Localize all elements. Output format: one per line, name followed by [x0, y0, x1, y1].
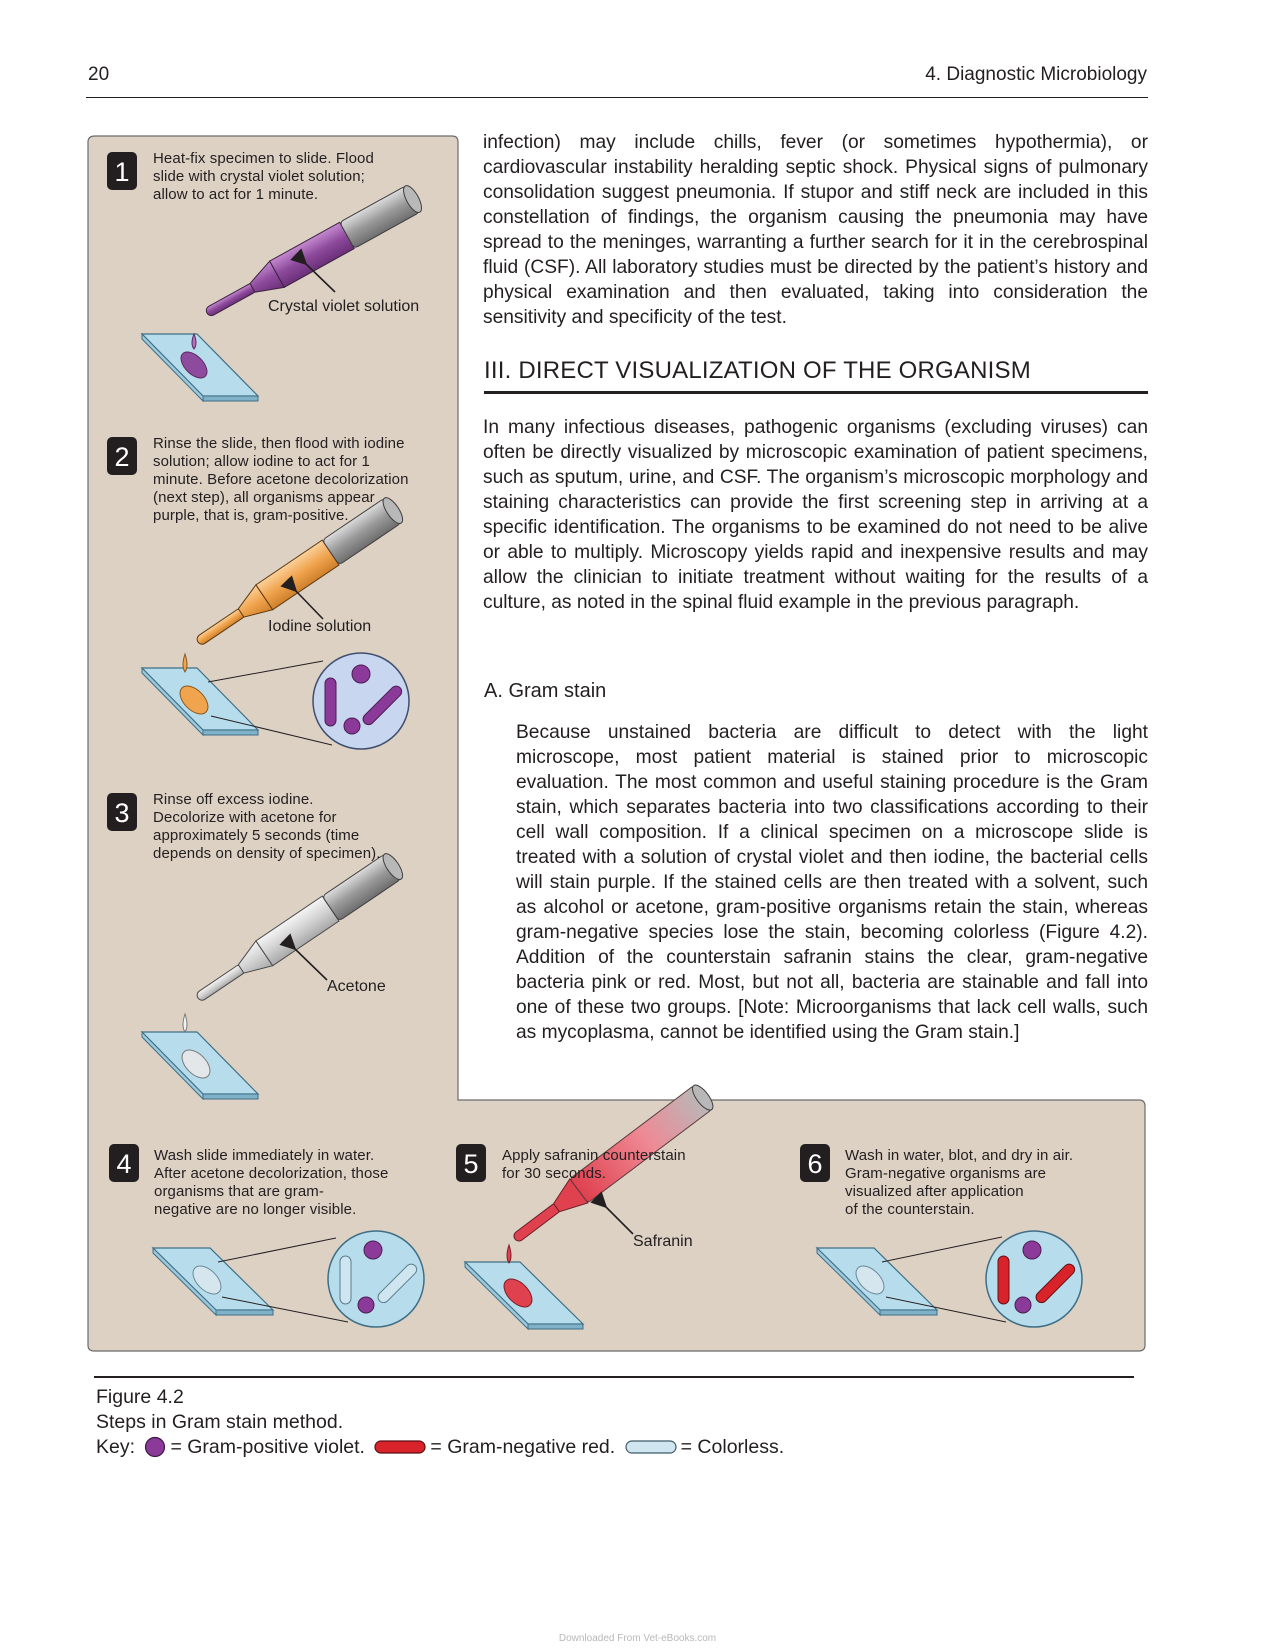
- gram-stain-paragraph: Because unstained bacteria are difficult to detect with the light microscope, most patient material is stained prior to microscopic evaluation. The most common and useful staining procedure is the Gram stain, which separates bacteria into two classifications according to their cell wall composition. If a clinical specimen on a microscope slide is treated with a solution of crystal violet and then iodine, the bacterial cells will stain purple. If the stained cells are then treated with a solvent, such as alcohol or acetone, gram-positive organisms retain the stain, whereas gram-negative species lose the stain, becoming colorless (Figure 4.2). Addition of the counterstain safranin stains the clear, gram-negative bacteria pink or red. Most, but not all, bacteria are stainable and fall into one of these two groups. [Note: Microorganisms that lack cell walls, such as mycoplasma, cannot be identified using the Gram stain.]: [516, 722, 1148, 1043]
- step-2-line: (next step), all organisms appear: [153, 489, 375, 506]
- step-6-label: [845, 1147, 1073, 1219]
- step-4-number: 4: [116, 1149, 132, 1179]
- microscope-view-step-2: [313, 653, 409, 749]
- step-3-number: 3: [114, 798, 130, 828]
- step-5-line: for 30 seconds.: [502, 1165, 607, 1182]
- step-2-line: purple, that is, gram-positive.: [153, 507, 349, 524]
- step-4-line: After acetone decolorization, those: [154, 1165, 389, 1182]
- acetone-callout: Acetone: [327, 978, 386, 995]
- key-colorless: = Colorless.: [680, 1436, 785, 1459]
- step-1-number: 1: [114, 157, 130, 187]
- intro-paragraph: infection) may include chills, fever (or sometimes hypothermia), or cardiovascular instability heralding septic shock. Physical signs of pulmonary consolidation suggest pneumonia. If stupor and stiff neck are included in this constellation of findings, the organism causing the pneumonia may have spread to the meninges, warranting a further search for it in the cerebrospinal fluid (CSF). All laboratory studies must be directed by the patient’s history and physical examination and then evaluated, taking into consideration the sensitivity and specificity of the test.: [483, 132, 1148, 328]
- step-6-line: visualized after application: [845, 1183, 1024, 1200]
- gram-negative-swatch-icon: [374, 1439, 426, 1455]
- step-5-line: Apply safranin counterstain: [502, 1147, 686, 1164]
- step-3-line: Decolorize with acetone for: [153, 809, 337, 826]
- footer-credit: Downloaded From Vet-eBooks.com: [558, 1633, 717, 1644]
- step-4-label: [154, 1147, 388, 1219]
- subsection-heading: A. Gram stain: [484, 680, 607, 702]
- gram-positive-swatch-icon: [144, 1436, 166, 1458]
- running-title: 4. Diagnostic Microbiology: [925, 64, 1147, 85]
- microscope-view-step-6: [986, 1231, 1082, 1327]
- section-rule: [484, 391, 1148, 394]
- step-6-number: 6: [807, 1149, 823, 1179]
- step-2-line: minute. Before acetone decolorization: [153, 471, 409, 488]
- step-1-label: [153, 150, 374, 204]
- step-2-line: Rinse the slide, then flood with iodine: [153, 435, 405, 452]
- step-2-label: [153, 435, 409, 525]
- crystal-violet-callout: Crystal violet solution: [268, 298, 420, 315]
- key-prefix: Key:: [96, 1436, 136, 1459]
- step-6-line: Wash in water, blot, and dry in air.: [845, 1147, 1074, 1164]
- safranin-callout: Safranin: [633, 1233, 693, 1250]
- step-3-line: approximately 5 seconds (time: [153, 827, 360, 844]
- colorless-swatch-icon: [625, 1439, 677, 1455]
- figure-title: Steps in Gram stain method.: [96, 1411, 344, 1433]
- step-1-line: Heat-fix specimen to slide. Flood: [153, 150, 374, 167]
- caption-rule: [94, 1376, 1134, 1378]
- section-heading: III. DIRECT VISUALIZATION OF THE ORGANISM: [484, 357, 1031, 384]
- figure-label: Figure 4.2: [96, 1386, 184, 1408]
- step-6-line: Gram-negative organisms are: [845, 1165, 1047, 1182]
- step-5-label: [502, 1147, 686, 1183]
- page-number: 20: [88, 64, 110, 85]
- key-negative: = Gram-negative red.: [430, 1436, 616, 1459]
- figure-key: [96, 1436, 784, 1460]
- step-4-line: organisms that are gram-: [154, 1183, 324, 1200]
- step-1-line: slide with crystal violet solution;: [153, 168, 365, 185]
- key-positive: = Gram-positive violet.: [170, 1436, 365, 1459]
- step-2-number: 2: [114, 442, 130, 472]
- step-3-line: depends on density of specimen).: [153, 845, 381, 862]
- step-1-line: allow to act for 1 minute.: [153, 186, 319, 203]
- step-6-line: of the counterstain.: [845, 1201, 975, 1218]
- microscope-view-step-4: [328, 1231, 424, 1327]
- step-4-line: Wash slide immediately in water.: [154, 1147, 375, 1164]
- step-3-label: [153, 791, 381, 863]
- section-paragraph: In many infectious diseases, pathogenic organisms (excluding viruses) can often be directly visualized by microscopic examination of patient specimens, such as sputum, urine, and CSF. The organism’s microscopic morphology and staining characteristics can provide the first screening step in arriving at a specific identification. The organisms to be examined do not need to be alive or able to multiply. Microscopy yields rapid and inexpensive results and may allow the clinician to initiate treatment without waiting for the results of a culture, as noted in the spinal fluid example in the previous paragraph.: [483, 417, 1148, 613]
- step-2-line: solution; allow iodine to act for 1: [153, 453, 370, 470]
- step-5-number: 5: [463, 1149, 479, 1179]
- iodine-callout: Iodine solution: [268, 618, 372, 635]
- step-3-line: Rinse off excess iodine.: [153, 791, 314, 808]
- step-4-line: negative are no longer visible.: [154, 1201, 357, 1218]
